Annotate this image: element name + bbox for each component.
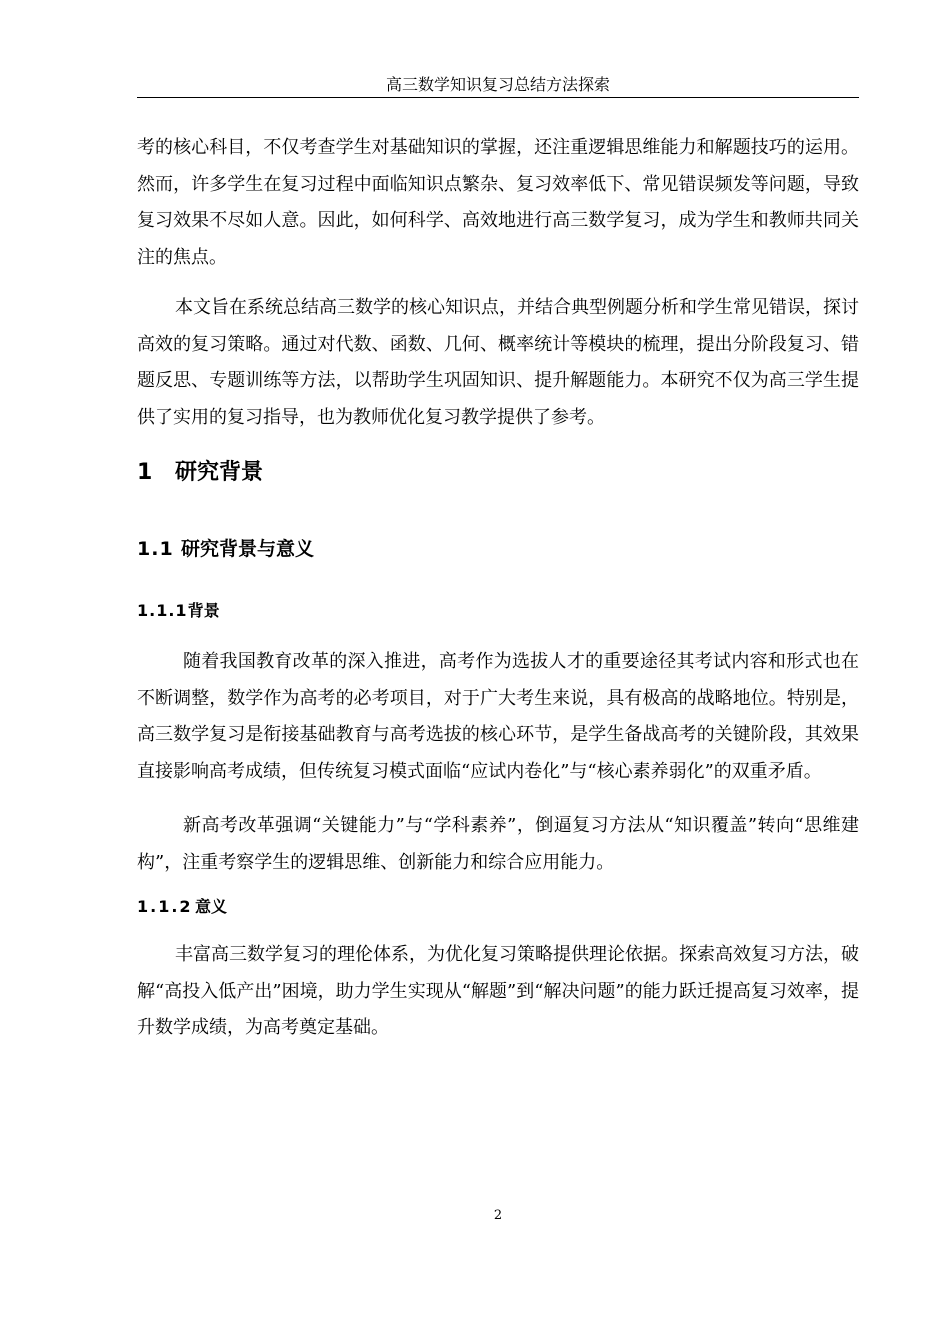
significance-paragraph-1: 丰富高三数学复习的理伦体系，为优化复习策略提供理论依据。探索高效复习方法，破解“高投入低产出”困境，助力学生实现从“解题”到“解决问题”的能力跃迁提高复习效率，提升数学成绩，为高考奠定基础。 xyxy=(137,944,859,1038)
background-paragraph-1: 随着我国教育改革的深入推进，高考作为选拔人才的重要途径其考试内容和形式也在不断调整，数学作为高考的必考项目，对于广大考生来说，具有极高的战略地位。特别是，高三数学复习是衔接基础教育与高考选拔的核心环节，是学生备战高考的关键阶段，其效果直接影响高考成绩，但传统复习模式面临“应试内卷化”与“核心素养弱化”的双重矛盾。 xyxy=(137,651,859,782)
running-header: 高三数学知识复习总结方法探索 xyxy=(385,75,610,94)
intro-paragraph-2: 本文旨在系统总结高三数学的核心知识点，并结合典型例题分析和学生常见错误，探讨高效的复习策略。通过对代数、函数、几何、概率统计等模块的梳理，提出分阶段复习、错题反思、专题训练等方法，以帮助学生巩固知识、提升解题能力。本研究不仅为高三学生提供了实用的复习指导，也为教师优化复习教学提供了参考。 xyxy=(137,297,859,428)
section-1-1-1-title: 背景 xyxy=(187,601,220,620)
section-1-1-2-heading xyxy=(137,895,859,919)
header-rule xyxy=(137,97,859,98)
section-1-1-2-number: 1.1.2 xyxy=(137,897,193,916)
page-content xyxy=(137,130,859,1047)
section-1-1-number: 1.1 xyxy=(137,538,174,560)
section-1-1-1-heading xyxy=(137,599,859,623)
page-number: 2 xyxy=(493,1208,503,1223)
intro-paragraph-1: 考的核心科目，不仅考查学生对基础知识的掌握，还注重逻辑思维能力和解题技巧的运用。然而，许多学生在复习过程中面临知识点繁杂、复习效率低下、常见错误频发等问题，导致复习效果不尽如人意。因此，如何科学、高效地进行高三数学复习，成为学生和教师共同关注的焦点。 xyxy=(137,137,859,268)
section-1-1-1-number: 1.1.1 xyxy=(137,601,188,620)
section-1-title: 研究背景 xyxy=(175,460,264,485)
section-1-1-title: 研究背景与意义 xyxy=(181,538,315,560)
section-1-number: 1 xyxy=(137,460,153,485)
section-1-heading xyxy=(137,458,859,488)
background-paragraph-2: 新高考改革强调“关键能力”与“学科素养”，倒逼复习方法从“知识覆盖”转向“思维建构”，注重考察学生的逻辑思维、创新能力和综合应用能力。 xyxy=(137,815,859,873)
section-1-1-heading xyxy=(137,535,859,563)
section-1-1-2-title: 意义 xyxy=(195,897,228,916)
